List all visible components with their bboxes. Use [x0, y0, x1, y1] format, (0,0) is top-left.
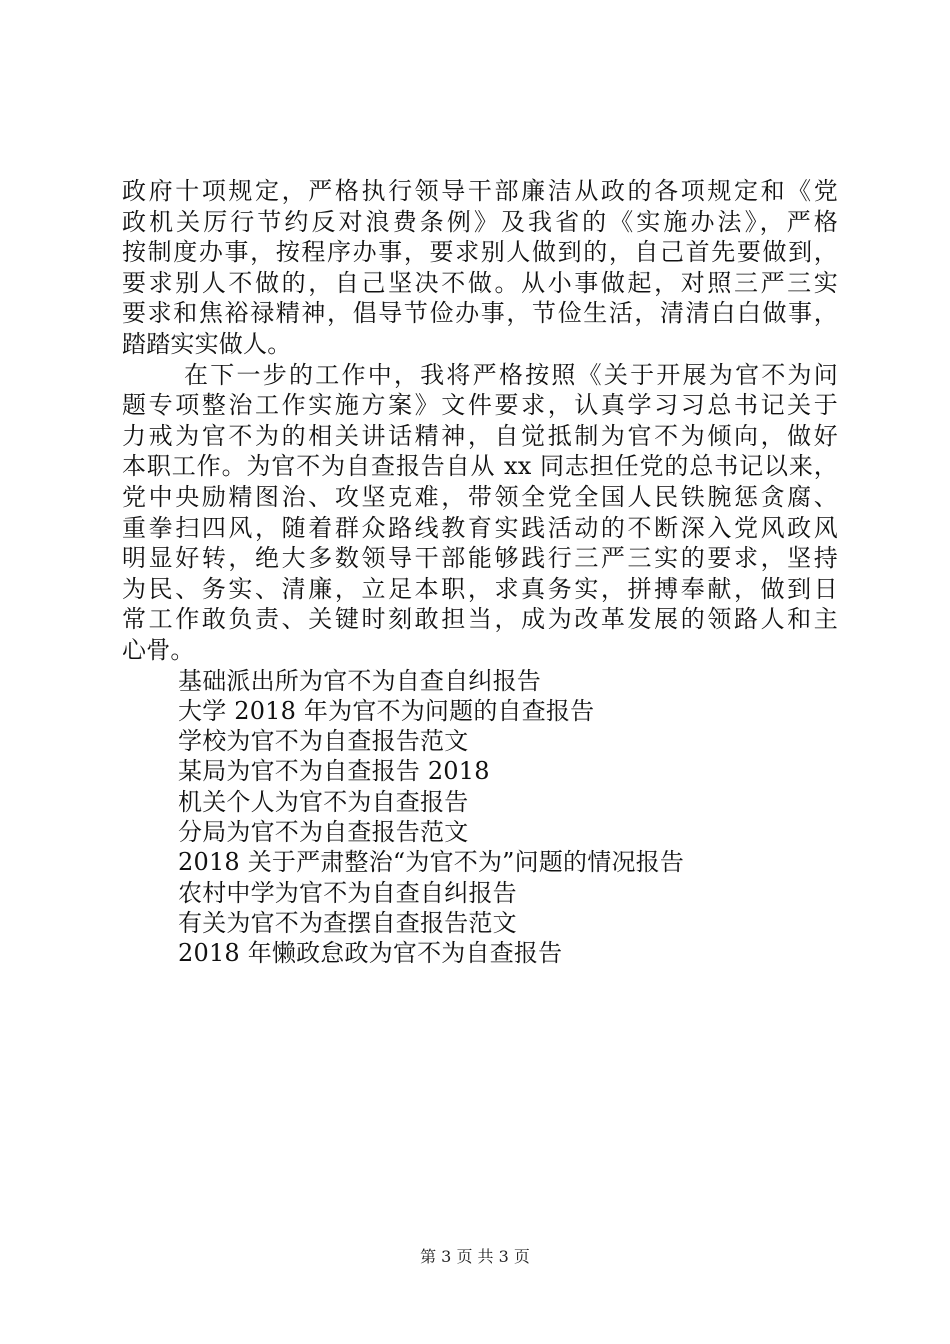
text-line: 按制度办事，按程序办事，要求别人做到的，自己首先要做到，	[122, 238, 838, 267]
text-line: 政府十项规定，严格执行领导干部廉洁从政的各项规定和《党	[122, 177, 838, 205]
related-title-item: 有关为官不为查摆自查报告范文	[178, 908, 517, 937]
text-line: 要求和焦裕禄精神，倡导节俭办事，节俭生活，清清白白做事，	[122, 299, 838, 328]
text-line: 明显好转，绝大多数领导干部能够践行三严三实的要求，坚持	[122, 544, 838, 573]
related-title-item: 2018 关于严肃整治“为官不为”问题的情况报告	[178, 848, 685, 877]
related-title-item: 某局为官不为自查报告 2018	[178, 757, 490, 786]
text-line: 重拳扫四风，随着群众路线教育实践活动的不断深入党风政风	[122, 513, 838, 542]
paragraph-2	[122, 360, 838, 666]
document-body	[122, 176, 838, 968]
text-line: 心骨。	[122, 635, 195, 664]
text-line: 为民、务实、清廉，立足本职，求真务实，拼搏奉献，做到日	[122, 574, 838, 603]
text-line: 力戒为官不为的相关讲话精神，自觉抵制为官不为倾向，做好	[122, 421, 838, 450]
page-number-footer: 第 3 页 共 3 页	[420, 1247, 530, 1266]
related-title-item: 学校为官不为自查报告范文	[178, 727, 469, 756]
text-line: 要求别人不做的，自己坚决不做。从小事做起，对照三严三实	[122, 268, 838, 297]
text-line: 本职工作。为官不为自查报告自从 xx 同志担任党的总书记以来，	[122, 452, 838, 481]
text-line: 题专项整治工作实施方案》文件要求，认真学习习总书记关于	[122, 391, 838, 420]
related-title-item: 农村中学为官不为自查自纠报告	[178, 878, 517, 907]
related-title-item: 基础派出所为官不为自查自纠报告	[178, 666, 541, 695]
text-line: 党中央励精图治、攻坚克难，带领全党全国人民铁腕惩贪腐、	[122, 482, 838, 511]
related-title-item: 大学 2018 年为官不为问题的自查报告	[178, 696, 595, 725]
text-line: 在下一步的工作中，我将严格按照《关于开展为官不为问	[184, 360, 838, 389]
paragraph-1	[122, 176, 838, 360]
text-line: 政机关厉行节约反对浪费条例》及我省的《实施办法》，严格	[122, 207, 838, 236]
text-line: 常工作敢负责、关键时刻敢担当，成为改革发展的领路人和主	[122, 605, 838, 634]
related-title-item: 分局为官不为自查报告范文	[178, 817, 469, 846]
related-title-item: 2018 年懒政怠政为官不为自查报告	[178, 939, 563, 968]
related-title-item: 机关个人为官不为自查报告	[178, 787, 469, 816]
text-line: 踏踏实实做人。	[122, 329, 292, 358]
related-titles-list	[122, 666, 838, 969]
